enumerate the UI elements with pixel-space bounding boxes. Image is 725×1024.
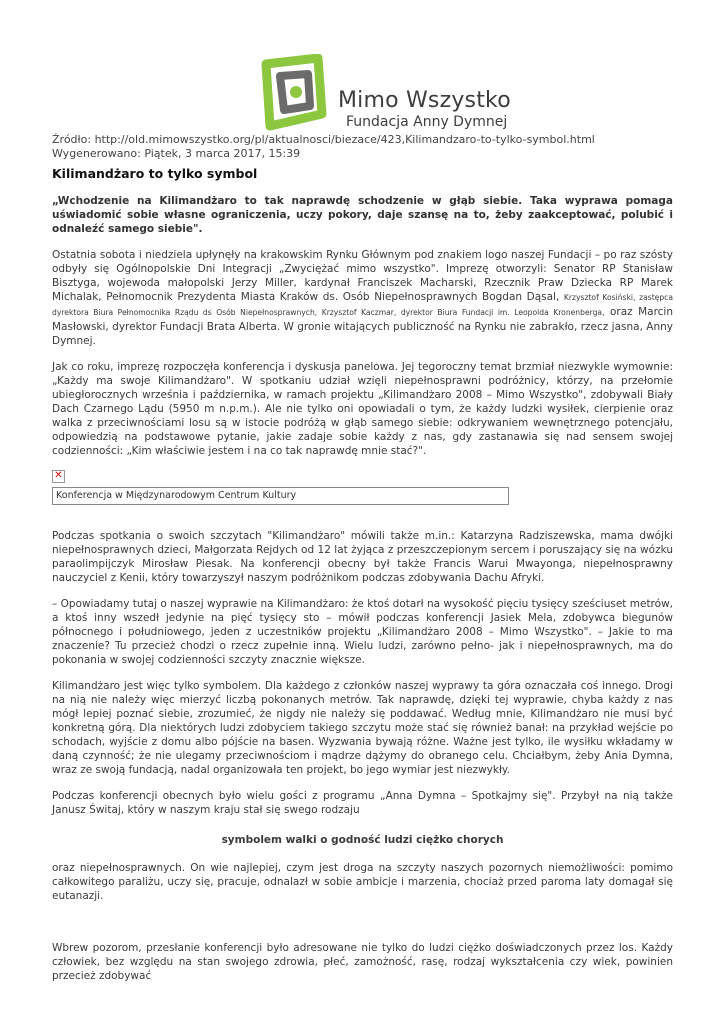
- paragraph-2: Jak co roku, imprezę rozpoczęła konferencja i dyskusja panelowa. Jej tegoroczny temat brzmiał niezwykle wymownie: „Każdy ma swoje Kilimandżaro". W spotkaniu udział wzięli niepełnosprawni podróżnicy, którzy, na przełomie ubiegłorocznych września i października, w ramach projektu „Kilimandżaro 2008 – Mimo Wszystko", zdobywali Biały Dach Czarnego Lądu (5950 m n.p.m.). Ale nie tylko oni opowiadali o tym, że każdy ludzki wysiłek, cierpienie oraz walka z przeciwnościami losu są w istocie podróżą w głąb samego siebie: odkrywaniem wewnętrznego potencjału, odpowiedzią na podstawowe pytanie, jakie zadaje sobie każdy z nas, gdy zastanawia się nad sensem swojej codzienności: „Kim właściwie jestem i na co tak naprawdę mnie stać?".: [52, 361, 673, 457]
- paragraph-1-small-text: Krzysztof Kosiński, zastępca dyrektora Biura Pełnomocnika Rządu ds Osób Niepełnosprawnych, Krzysztof Kaczmar, dyrektor Biura Fundacji im. Leopolda Kronenberga,: [52, 293, 673, 317]
- article-title: Kilimandżaro to tylko symbol: [52, 166, 258, 181]
- spacer: [52, 915, 673, 941]
- paragraph-5: Kilimandżaro jest więc tylko symbolem. Dla każdego z członków naszej wyprawy ta góra oznaczała coś innego. Drogi na nią nie należy więc mierzyć liczbą pokonanych metrów. Tak naprawdę, dzięki tej wyprawie, chyba każdy z nas mógł lepiej poznać siebie, zrozumieć, że nigdy nie należy się poddawać. Według mnie, Kilimandżaro nie musi być konkretną górą. Dla niektórych ludzi zdobyciem takiego szczytu może stać się również banał: na przykład wejście po schodach, wyjście z domu albo pójście na basen. Wyzwania bywają różne. Ważne jest tylko, ile wysiłku wkładamy w daną czynność; że nie ulegamy przeciwnościom i mądrze dążymy do obranego celu. Chciałbym, żeby Ania Dymna, wraz ze swoją fundacją, nadal organizowała ten projekt, bo jego wymiar jest niezwykły.: [52, 680, 673, 776]
- document-meta: [52, 133, 595, 161]
- source-url[interactable]: Źródło: http://old.mimowszystko.org/pl/aktualnosci/biezace/423,Kilimandzaro-to-tylko-symbol.html: [52, 133, 595, 146]
- generated-date: Wygenerowano: Piątek, 3 marca 2017, 15:39: [52, 147, 301, 160]
- paragraph-4: – Opowiadamy tutaj o naszej wyprawie na Kilimandżaro: że ktoś dotarł na wysokość pięciu tysięcy sześciuset metrów, a ktoś inny wszedł jedynie na pięć tysięcy sto – mówił podczas konferencji Jasiek Mela, zdobywca biegunów północnego i południowego, jeden z uczestników projektu „Kilimandżaro 2008 – Mimo Wszystko". – Jakie to ma znaczenie? Tu przecież chodzi o rzecz zupełnie inną. Wielu ludzi, zarówno pełno- jak i niepełnosprawnych, ma do pokonania w swojej codzienności szczyty znacznie większe.: [52, 598, 673, 666]
- spiral-logo-icon: [258, 54, 330, 134]
- paragraph-6: Podczas konferencji obecnych było wielu gości z programu „Anna Dymna – Spotkajmy się". Przybył na nią także Janusz Świtaj, który w naszym kraju stał się swego rodzaju: [52, 790, 673, 816]
- paragraph-7: oraz niepełnosprawnych. On wie najlepiej, czym jest droga na szczyty naszych pozornych niemożliwości: pomimo całkowitego paraliżu, uczy się, pracuje, odnalazł w sobie ambicje i marzenia, chociaż przed paroma laty domagał się eutanazji.: [52, 862, 673, 902]
- paragraph-3: Podczas spotkania o swoich szczytach "Kilimandżaro" mówili także m.in.: Katarzyna Radziszewska, mama dwójki niepełnosprawnych dzieci, Małgorzata Rejdych od 12 lat żyjąca z przeszczepionym sercem i poruszający się na wózku paraolimpijczyk Mirosław Piesak. Na konferencji obecny był także Francis Warui Mwayonga, niepełnosprawny nauczyciel z Kenii, który towarzyszył naszym podróżnikom podczas zdobywania Dachu Afryki.: [52, 530, 673, 584]
- logo-title: Mimo Wszystko: [338, 88, 511, 113]
- broken-image-icon: ✕: [52, 470, 65, 483]
- paragraph-1-text-b: oraz Marcin Masłowski, dyrektor Fundacji Brata Alberta. W gronie witających publiczność na Rynku nie zabrakło, rzecz jasna, Anny Dymnej.: [52, 306, 674, 347]
- article-body: [52, 194, 673, 995]
- article-lead: „Wchodzenie na Kilimandżaro to tak naprawdę schodzenie w głąb siebie. Taka wyprawa pomaga uświadomić sobie własne ograniczenia, uczy pokory, daje szansę na to, żeby zaakceptować, polubić i odnaleźć samego siebie".: [52, 195, 673, 235]
- foundation-logo: [258, 54, 511, 134]
- image-caption: Konferencja w Międzynarodowym Centrum Kultury: [52, 487, 509, 505]
- paragraph-1: [52, 248, 673, 348]
- section-subheading: symbolem walki o godność ludzi ciężko chorych: [221, 834, 504, 846]
- paragraph-8: Wbrew pozorom, przesłanie konferencji było adresowane nie tylko do ludzi ciężko doświadczonych przez los. Każdy człowiek, bez względu na stan swojego zdrowia, płeć, zamożność, rasę, rodzaj wykształcenia czy wiek, powinien przecież zdobywać: [52, 942, 673, 982]
- paragraph-1-text-a: Ostatnia sobota i niedziela upłynęły na krakowskim Rynku Głównym pod znakiem logo naszej Fundacji – po raz szósty odbyły się Ogólnopolskie Dni Integracji „Zwyciężać mimo wszystko". Imprezę otworzyli: Senator RP Stanisław Bisztyga, wojewoda małopolski Jerzy Miller, kardynał Franciszek Macharski, Rzecznik Praw Dziecka RP Marek Michalak, Pełnomocnik Prezydenta Miasta Kraków ds. Osób Niepełnosprawnych Bogdan Dąsal,: [52, 249, 673, 303]
- logo-subtitle: Fundacja Anny Dymnej: [346, 114, 508, 130]
